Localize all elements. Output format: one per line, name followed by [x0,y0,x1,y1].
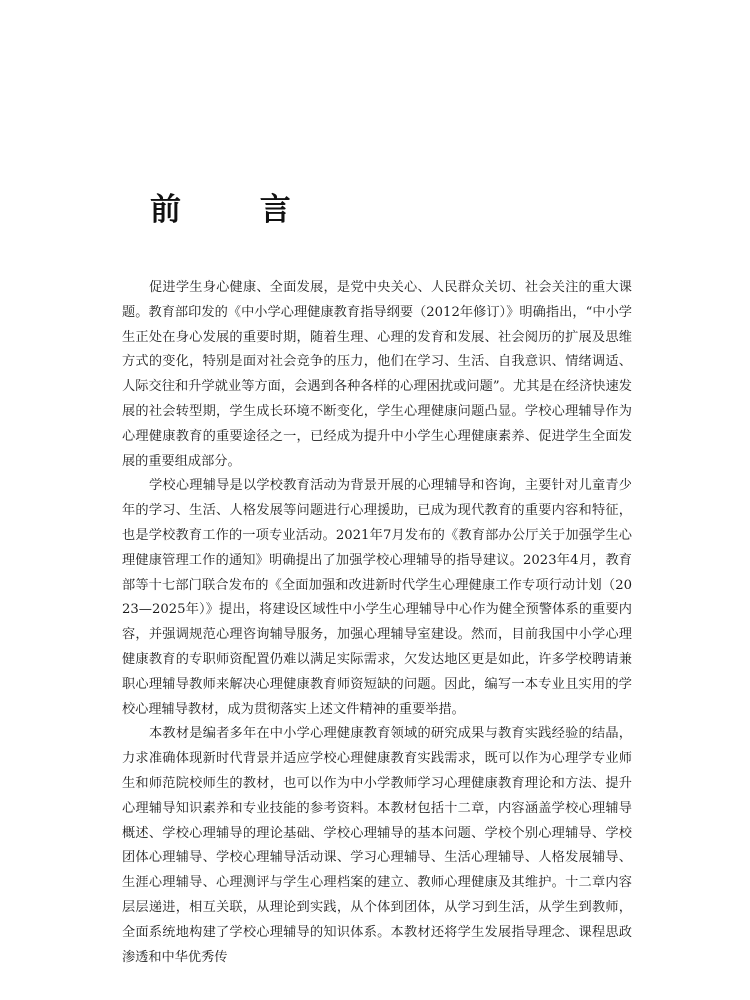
paragraph-2: 学校心理辅导是以学校教育活动为背景开展的心理辅导和咨询，主要针对儿童青少年的学习、生活、人格发展等问题进行心理援助，已成为现代教育的重要内容和特征，也是学校教育工作的一项专业活动。2021年7月发布的《教育部办公厅关于加强学生心理健康管理工作的通知》明确提出了加强学校心理辅导的指导建议。2023年4月，教育部等十七部门联合发布的《全面加强和改进新时代学生心理健康工作专项行动计划（2023—2025年）》提出，将建设区域性中小学生心理辅导中心作为健全预警体系的重要内容，并强调规范心理咨询辅导服务，加强心理辅导室建设。然而，目前我国中小学心理健康教育的专职师资配置仍难以满足实际需求，欠发达地区更是如此，许多学校聘请兼职心理辅导教师来解决心理健康教育师资短缺的问题。因此，编写一本专业且实用的学校心理辅导教材，成为贯彻落实上述文件精神的重要举措。 [122,478,632,717]
page-title: 前 言 [150,192,325,228]
paragraph-1: 促进学生身心健康、全面发展，是党中央关心、人民群众关切、社会关注的重大课题。教育部印发的《中小学心理健康教育指导纲要（2012年修订）》明确指出，“中小学生正处在身心发展的重要时期，随着生理、心理的发育和发展、社会阅历的扩展及思维方式的变化，特别是面对社会竞争的压力，他们在学习、生活、自我意识、情绪调适、人际交往和升学就业等方面，会遇到各种各样的心理困扰或问题”。尤其是在经济快速发展的社会转型期，学生成长环境不断变化，学生心理健康问题凸显。学校心理辅导作为心理健康教育的重要途径之一，已经成为提升中小学生心理健康素养、促进学生全面发展的重要组成部分。 [122,280,632,469]
paragraph-3: 本教材是编者多年在中小学心理健康教育领域的研究成果与教育实践经验的结晶，力求准确体现新时代背景并适应学校心理健康教育实践需求，既可以作为心理学专业师生和师范院校师生的教材，也可以作为中小学教师学习心理健康教育理论和方法、提升心理辅导知识素养和专业技能的参考资料。本教材包括十二章，内容涵盖学校心理辅导概述、学校心理辅导的理论基础、学校心理辅导的基本问题、学校个别心理辅导、学校团体心理辅导、学校心理辅导活动课、学习心理辅导、生活心理辅导、人格发展辅导、生涯心理辅导、心理测评与学生心理档案的建立、教师心理健康及其维护。十二章内容层层递进，相互关联，从理论到实践，从个体到团体，从学习到生活，从学生到教师，全面系统地构建了学校心理辅导的知识体系。本教材还将学生发展指导理念、课程思政渗透和中华优秀传 [122,726,632,965]
preface-body [122,276,632,970]
